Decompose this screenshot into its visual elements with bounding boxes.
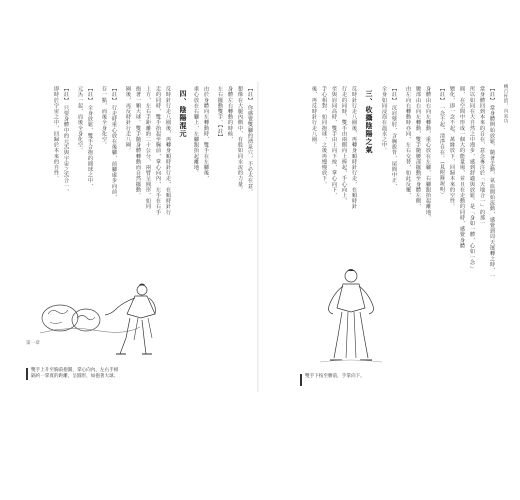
text-column: 圓，在空間中形成一個大的能量場，並且在走動的同時，感覺身體 xyxy=(459,86,465,249)
text-column: 變化，即一念不起，萬緣放下，回歸本來的空性。 xyxy=(449,86,455,210)
caption-bar xyxy=(26,368,28,380)
text-column: 存一點，而後全身化空。 xyxy=(101,86,107,148)
text-column: 【註】 全身放鬆，雙手合抱的圓球之中， xyxy=(87,86,93,189)
text-column: 由於身體向左轉動時，雙手在左腳後， xyxy=(203,86,209,182)
text-column: 手心相對，如同抱球，之後再慢慢放下。 xyxy=(321,86,327,187)
caption-bar xyxy=(300,374,302,386)
text-column: 【註】 你感覺雙腳的湧泉穴，不必太在意。 xyxy=(247,86,253,195)
text-column: 身體左右轉動的時候， xyxy=(227,86,233,142)
text-column: 想像在大腿內側中，有股如同水流的力量。 xyxy=(237,86,243,193)
text-column: 左右擺動雙手。【註】 xyxy=(217,86,223,140)
text-column: 全身如同浸泡在溫水之中。 xyxy=(381,86,387,154)
text-column: 抱著一顆大球。雙手隨身體轉動而自然擺動。 xyxy=(135,86,141,198)
text-column: 由左向右轉動時亦同，左右交替，如此反覆， xyxy=(405,86,411,198)
text-column: 後，再反時針行走八圈。 xyxy=(311,86,317,148)
text-column: 【註】 當身體開始放鬆，隨著走動，氣血開始流動，感覺到周天運轉之時，一 xyxy=(489,86,495,279)
text-column: 【註】 一念不起，清淨自在。（見附錄說明） xyxy=(439,86,445,198)
text-column: 當身體回到本來的自在，意念專注於「天地合一」的那一 xyxy=(479,86,485,226)
section-heading: 四、陰陽混元 xyxy=(179,90,188,138)
right-page xyxy=(260,82,510,392)
text-column: 【註】 行走時重心放在後腳，前腳虛步向前， xyxy=(111,86,117,201)
text-column: 圈後，再反時針行走八圈。 xyxy=(125,86,131,154)
text-column: 即時於宇宙之中，回歸於本來的自性。 xyxy=(53,86,59,182)
figure-caption xyxy=(31,368,171,380)
text-column: 反時針行走八圈後，再轉身順時針行走，在順時針行 xyxy=(165,86,171,215)
qigong-figure-illustration xyxy=(38,278,188,356)
text-column: 所以如同在大自然之中漫步，感到舒適與放鬆。是「身如一體，心如一念」 xyxy=(469,86,475,271)
text-column: 身體由右向左轉動，重心放在左腳，右腳跟抬起離地， xyxy=(425,86,431,221)
section-heading: 三、收攝陰陽之氣 xyxy=(365,90,374,154)
text-column: 行走的同時，雙手由兩側向上捧起，手心向上， xyxy=(341,86,347,204)
caption-line: 雙手上升至胸前抱圓，掌心向內，左右手相 xyxy=(31,368,119,373)
text-column: 重心放在右腳上，左腳跟抬起離地。 xyxy=(193,86,199,176)
caption-line: 隔約一掌寬的距離，呈圓形，如抱著大球。 xyxy=(31,374,119,380)
text-column: 【註】 沉肩墜肘，含胸拔背，尾閭中正， xyxy=(391,86,397,189)
text-column: 反時針行走八圈後，再轉身順時針行走，在順時針 xyxy=(351,86,357,210)
left-page xyxy=(10,82,259,392)
text-column: 上方，左右手距離約二十公分，兩臂呈圓形，如同 xyxy=(145,86,151,210)
text-column: 【註】 只要身體中的元炁與宇宙之炁合一， xyxy=(63,86,69,195)
book-spread xyxy=(10,82,510,392)
left-folio: 第一章 xyxy=(26,341,40,346)
figure-caption: 雙手下按至臍前，手掌向下。 xyxy=(305,374,365,379)
standing-figure-illustration xyxy=(316,266,386,366)
text-column: 至與肩同高時，雙手由上向下按，掌心向下， xyxy=(331,86,337,198)
text-column: 腰部由右向左轉動，雙手隨腰部擺動至身體左側， xyxy=(415,86,421,210)
running-head: 轉自性的，內氣功 xyxy=(503,84,508,124)
text-column: 走的同時，雙手抬起至胸前，掌心向內，左手在右手 xyxy=(155,86,161,215)
text-column: 元炁一起，而後全身化空。 xyxy=(77,86,83,154)
